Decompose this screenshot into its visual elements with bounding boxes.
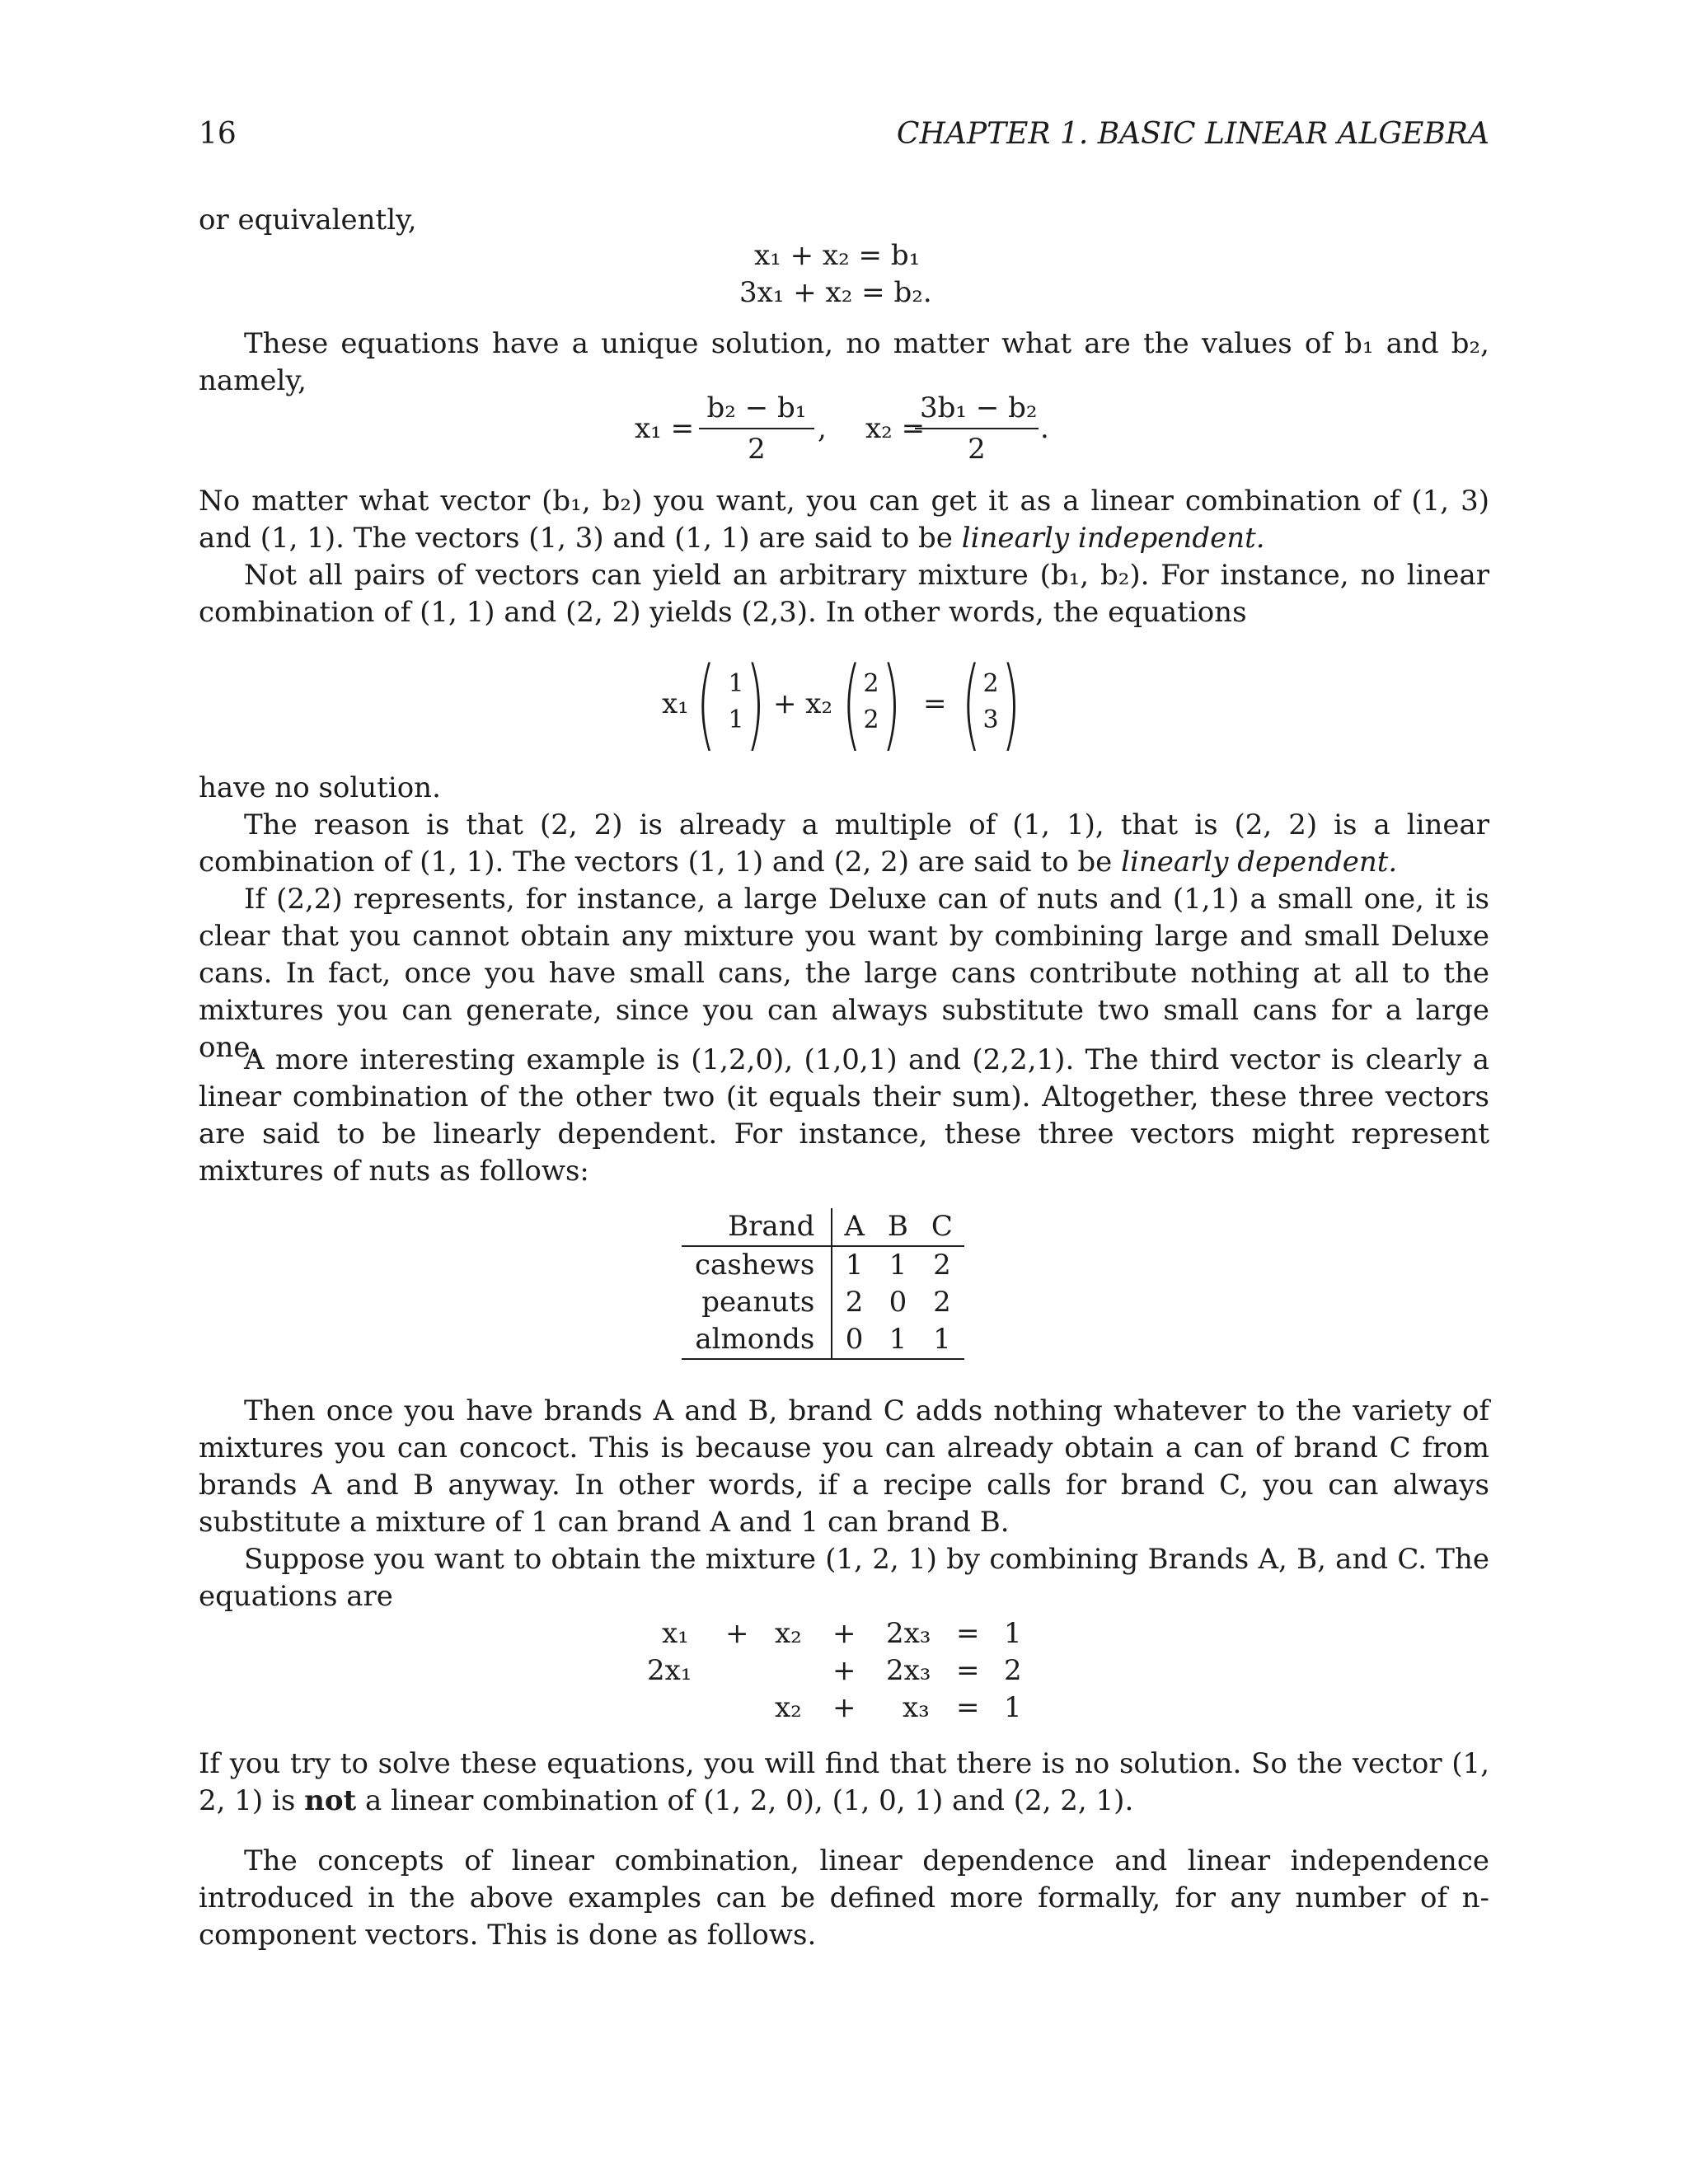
paragraph-more-interesting: A more interesting example is (1,2,0), (1,0,1) and (2,2,1). The third vector is clearly a linear combination of the other two (it equals their sum). Altogether, these three vectors are said to be linearly dependent. For instance, these three vectors might represent mixtures of nuts as follows: bbox=[199, 1043, 1489, 1188]
paragraph-try bbox=[199, 1746, 1489, 1820]
paragraph-no-matter bbox=[199, 483, 1489, 557]
x1-label: x₁ = bbox=[635, 412, 695, 445]
sys-cell: 2x₁ bbox=[647, 1654, 692, 1687]
paragraph-then: Then once you have brands A and B, brand C adds nothing whatever to the variety of mixtures you can concoct. This is because you can already obtain a can of brand C from brands A and B anyway. In other words, if a recipe calls for brand C, you can always substitute a mixture of 1 can brand A and 1 can brand B. bbox=[199, 1394, 1489, 1539]
table-cell: cashews bbox=[682, 1246, 832, 1284]
paragraph-reason bbox=[199, 807, 1489, 881]
sys-cell: + bbox=[832, 1654, 856, 1687]
x1-numerator: b₂ − b₁ bbox=[699, 391, 814, 429]
table-header-cell: A bbox=[832, 1208, 876, 1246]
page-number: 16 bbox=[199, 117, 237, 151]
right-paren-icon: ) bbox=[881, 647, 902, 762]
table-row bbox=[682, 1246, 964, 1284]
chapter-header: CHAPTER 1. BASIC LINEAR ALGEBRA bbox=[896, 117, 1489, 151]
vector-2-entry-2: 2 bbox=[863, 705, 879, 734]
sys-cell: x₂ bbox=[775, 1691, 802, 1724]
table-header-cell: B bbox=[876, 1208, 920, 1246]
x2-label: x₂ = bbox=[865, 412, 926, 445]
nuts-table bbox=[682, 1208, 964, 1360]
sys-cell: + bbox=[832, 1691, 856, 1724]
vector-eq-x1: x₁ bbox=[662, 687, 689, 720]
sys-cell: 2 bbox=[1004, 1654, 1022, 1687]
try-text-1: If you try to solve these equations, you will find that there is no solution. So the vector (1, 2, 1) is bbox=[199, 1747, 1489, 1817]
table-cell: 2 bbox=[933, 1249, 951, 1282]
try-text-2: a linear combination of (1, 2, 0), (1, 0, 1) and (2, 2, 1). bbox=[356, 1784, 1134, 1817]
equation-line-1: x₁ + x₂ = b₁ bbox=[754, 239, 921, 272]
table-cell: 0 bbox=[889, 1286, 907, 1319]
not-bold-term: not bbox=[304, 1784, 357, 1817]
sys-cell: = bbox=[956, 1691, 980, 1724]
left-paren-icon: ( bbox=[961, 647, 982, 762]
fraction-period: . bbox=[1040, 412, 1049, 445]
linearly-independent-term: linearly independent. bbox=[961, 522, 1265, 555]
table-cell: almonds bbox=[682, 1321, 832, 1359]
linearly-dependent-term: linearly dependent. bbox=[1121, 846, 1398, 879]
table-cell: 1 bbox=[845, 1249, 864, 1282]
x2-fraction bbox=[915, 391, 1039, 466]
vector-3-entry-2: 3 bbox=[982, 705, 999, 734]
paragraph-deluxe: If (2,2) represents, for instance, a large Deluxe can of nuts and (1,1) a small one, it is clear that you cannot obtain any mixture you want by combining large and small Deluxe cans. In fact, once you have small cans, the large cans contribute nothing at all to the mixtures you can generate, since you can always substitute two small cans for a large one. bbox=[199, 883, 1489, 1064]
sys-cell: + bbox=[832, 1617, 856, 1650]
table-cell: 1 bbox=[920, 1321, 964, 1359]
paragraph-concepts: The concepts of linear combination, linear dependence and linear independence introduced in the above examples can be defined more formally, for any number of n-component vectors. This is done as follows. bbox=[199, 1844, 1489, 1952]
intro-text: or equivalently, bbox=[199, 204, 417, 237]
sys-cell: = bbox=[956, 1617, 980, 1650]
x2-numerator: 3b₁ − b₂ bbox=[915, 391, 1039, 429]
no-solution-text: have no solution. bbox=[199, 771, 441, 804]
vector-eq-plus-x2: + x₂ bbox=[773, 687, 833, 720]
equation-line-2: 3x₁ + x₂ = b₂. bbox=[739, 276, 932, 309]
vector-1-entry-2: 1 bbox=[728, 705, 744, 734]
sys-cell: 1 bbox=[1004, 1617, 1022, 1650]
sys-cell: + bbox=[725, 1617, 749, 1650]
table-cell: 1 bbox=[876, 1321, 920, 1359]
right-paren-icon: ) bbox=[1001, 647, 1021, 762]
sys-cell: x₁ bbox=[662, 1617, 689, 1650]
table-header-cell: Brand bbox=[682, 1208, 832, 1246]
vector-1-entry-1: 1 bbox=[728, 669, 744, 698]
right-paren-icon: ) bbox=[745, 647, 766, 762]
sys-cell: = bbox=[956, 1654, 980, 1687]
no-matter-text: No matter what vector (b₁, b₂) you want, you can get it as a linear combination of (1, 3) and (1, 1). The vectors (1, 3) and (1, 1) are said to be bbox=[199, 485, 1489, 555]
vector-3-entry-1: 2 bbox=[982, 669, 999, 698]
sys-cell: 2x₃ bbox=[886, 1617, 931, 1650]
reason-text: The reason is that (2, 2) is already a multiple of (1, 1), that is (2, 2) is a linear combination of (1, 1). The vectors (1, 1) and (2, 2) are said to be bbox=[199, 808, 1489, 879]
paragraph-not-all: Not all pairs of vectors can yield an arbitrary mixture (b₁, b₂). For instance, no linear combination of (1, 1) and (2, 2) yields (2,3). In other words, the equations bbox=[199, 559, 1489, 629]
x1-fraction bbox=[699, 391, 814, 466]
x1-denominator: 2 bbox=[748, 433, 766, 466]
fraction-comma: , bbox=[818, 412, 827, 445]
paragraph-unique-solution: These equations have a unique solution, no matter what are the values of b₁ and b₂, namely, bbox=[199, 327, 1489, 397]
sys-cell: x₃ bbox=[903, 1691, 930, 1724]
table-row bbox=[682, 1284, 964, 1321]
vector-eq-equals: = bbox=[923, 687, 947, 720]
paragraph-suppose: Suppose you want to obtain the mixture (1, 2, 1) by combining Brands A, B, and C. The equations are bbox=[199, 1543, 1489, 1613]
left-paren-icon: ( bbox=[696, 647, 716, 762]
table-cell: 2 bbox=[933, 1286, 951, 1319]
table-header-row bbox=[682, 1208, 964, 1246]
left-paren-icon: ( bbox=[842, 647, 862, 762]
table-cell: 2 bbox=[845, 1286, 864, 1319]
table-header-cell: C bbox=[920, 1208, 964, 1246]
sys-cell: 2x₃ bbox=[886, 1654, 931, 1687]
x2-denominator: 2 bbox=[968, 433, 986, 466]
sys-cell: x₂ bbox=[775, 1617, 802, 1650]
table-row bbox=[682, 1321, 964, 1359]
table-cell: 1 bbox=[889, 1249, 907, 1282]
vector-2-entry-1: 2 bbox=[863, 669, 879, 698]
sys-cell: 1 bbox=[1004, 1691, 1022, 1724]
table-cell: 0 bbox=[832, 1321, 876, 1359]
table-cell: peanuts bbox=[682, 1284, 832, 1321]
